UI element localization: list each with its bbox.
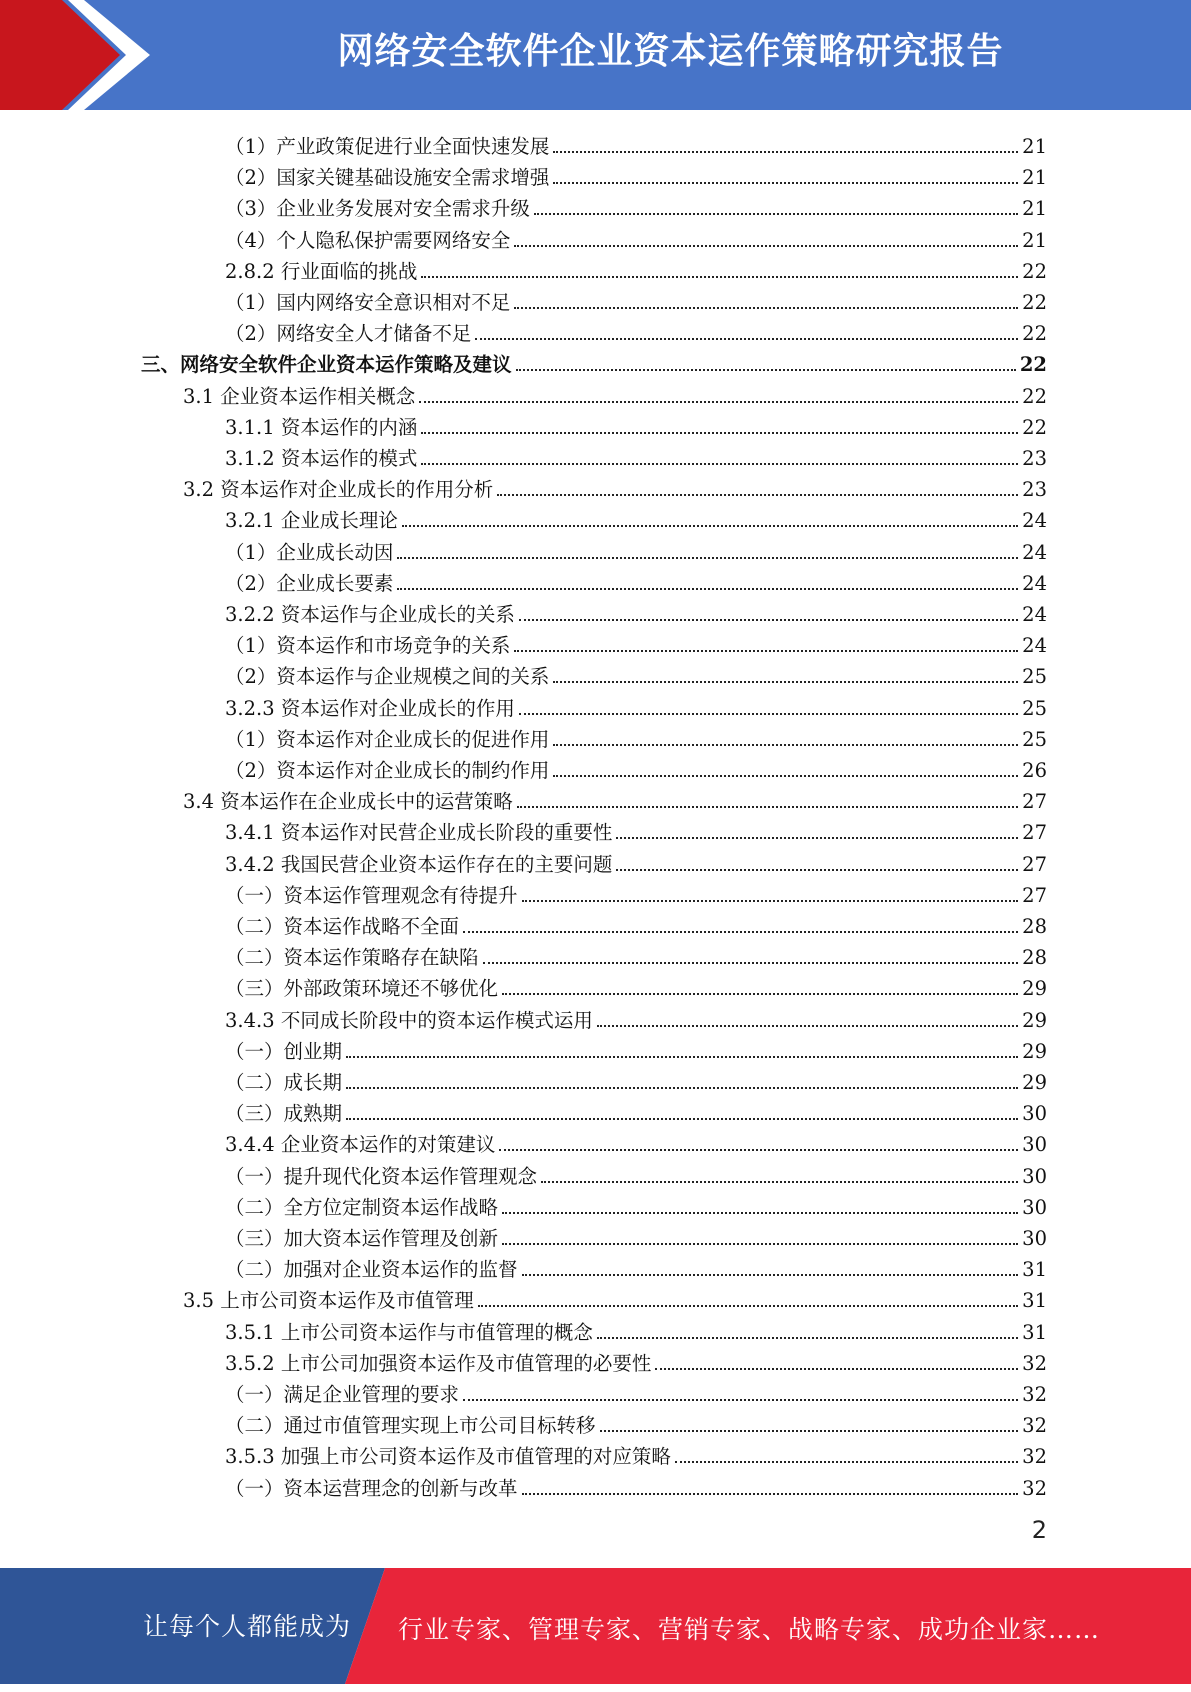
toc-dot-leader bbox=[600, 1430, 1019, 1432]
toc-entry-page: 28 bbox=[1022, 915, 1047, 938]
toc-entry-title: 三、网络安全软件企业资本运作策略及建议 bbox=[141, 353, 512, 377]
toc-dot-leader bbox=[499, 1149, 1018, 1151]
toc-entry-title: （3）企业业务发展对安全需求升级 bbox=[225, 197, 530, 221]
toc-entry-page: 23 bbox=[1022, 447, 1047, 470]
toc-entry-page: 22 bbox=[1022, 384, 1047, 408]
toc-entry[interactable] bbox=[183, 471, 1047, 502]
page-footer bbox=[0, 1568, 1191, 1684]
toc-dot-leader bbox=[346, 1118, 1018, 1120]
toc-entry[interactable] bbox=[225, 752, 1047, 783]
toc-dot-leader bbox=[519, 619, 1018, 621]
toc-entry-page: 30 bbox=[1022, 1102, 1047, 1126]
toc-entry-page: 22 bbox=[1022, 259, 1047, 283]
toc-entry[interactable] bbox=[183, 378, 1047, 409]
toc-entry-page: 22 bbox=[1022, 291, 1047, 314]
toc-dot-leader bbox=[402, 525, 1018, 527]
toc-entry-page: 31 bbox=[1022, 1289, 1047, 1313]
toc-entry[interactable] bbox=[225, 284, 1047, 315]
header-title: 网络安全软件企业资本运作策略研究报告 bbox=[337, 31, 1004, 72]
toc-dot-leader bbox=[522, 900, 1019, 902]
toc-entry-title: 3.4.3 不同成长阶段中的资本运作模式运用 bbox=[225, 1008, 593, 1032]
toc-entry[interactable] bbox=[225, 908, 1047, 939]
toc-entry-title: （二）资本运作策略存在缺陷 bbox=[225, 946, 479, 970]
toc-entry-title: 3.2.1 企业成长理论 bbox=[225, 509, 398, 533]
toc-entry-page: 27 bbox=[1022, 821, 1047, 845]
toc-entry-title: 3.5.1 上市公司资本运作与市值管理的概念 bbox=[225, 1320, 593, 1344]
toc-entry-title: 3.4.1 资本运作对民营企业成长阶段的重要性 bbox=[225, 821, 613, 845]
toc-entry-title: 3.1.2 资本运作的模式 bbox=[225, 447, 418, 470]
toc-dot-leader bbox=[553, 775, 1018, 777]
toc-entry-title: 2.8.2 行业面临的挑战 bbox=[225, 259, 418, 283]
toc-dot-leader bbox=[553, 182, 1018, 184]
toc-entry-title: （1）资本运作对企业成长的促进作用 bbox=[225, 727, 550, 751]
toc-entry-page: 29 bbox=[1022, 977, 1047, 1001]
toc-dot-leader bbox=[522, 1274, 1019, 1276]
toc-entry[interactable] bbox=[183, 1282, 1047, 1313]
toc-entry-page: 21 bbox=[1022, 228, 1047, 252]
toc-entry-page: 27 bbox=[1022, 852, 1047, 876]
toc-entry[interactable] bbox=[225, 1033, 1047, 1064]
toc-entry[interactable] bbox=[225, 1376, 1047, 1407]
toc-entry-page: 30 bbox=[1022, 1195, 1047, 1219]
toc-dot-leader bbox=[616, 869, 1018, 871]
toc-entry-page: 24 bbox=[1022, 540, 1047, 564]
toc-entry[interactable] bbox=[225, 253, 1047, 284]
toc-entry-page: 30 bbox=[1022, 1227, 1047, 1250]
toc-entry-page: 25 bbox=[1022, 727, 1047, 751]
toc-entry-page: 32 bbox=[1022, 1351, 1047, 1375]
toc-entry-page: 26 bbox=[1022, 759, 1047, 782]
toc-entry-title: （三）加大资本运作管理及创新 bbox=[225, 1227, 499, 1250]
toc-entry-title: 3.1.1 资本运作的内涵 bbox=[225, 415, 418, 439]
toc-dot-leader bbox=[597, 1025, 1018, 1027]
toc-entry-title: （一）创业期 bbox=[225, 1039, 343, 1063]
toc-dot-leader bbox=[655, 1368, 1018, 1370]
toc-entry[interactable] bbox=[225, 814, 1047, 845]
page-number: 2 bbox=[1031, 1516, 1047, 1544]
toc-entry-page: 24 bbox=[1022, 509, 1047, 533]
toc-dot-leader bbox=[397, 588, 1018, 590]
toc-entry-title: 3.5.3 加强上市公司资本运作及市值管理的对应策略 bbox=[225, 1445, 671, 1469]
toc-entry-title: 3.4.4 企业资本运作的对策建议 bbox=[225, 1133, 496, 1157]
toc-entry-page: 29 bbox=[1022, 1071, 1047, 1094]
toc-entry-title: （2）资本运作对企业成长的制约作用 bbox=[225, 759, 550, 782]
toc-dot-leader bbox=[553, 681, 1018, 683]
toc-entry-title: （4）个人隐私保护需要网络安全 bbox=[225, 228, 511, 252]
toc-dot-leader bbox=[502, 1243, 1018, 1245]
toc-entry-title: （2）资本运作与企业规模之间的关系 bbox=[225, 665, 550, 689]
footer-slogan-left: 让每个人都能成为 bbox=[143, 1612, 352, 1641]
toc-entry[interactable] bbox=[225, 690, 1047, 721]
toc-entry-title: 3.1 企业资本运作相关概念 bbox=[183, 384, 416, 408]
toc-entry[interactable] bbox=[141, 346, 1047, 377]
toc-entry[interactable] bbox=[225, 128, 1047, 159]
toc-entry-page: 32 bbox=[1022, 1383, 1047, 1406]
toc-entry-title: 3.4.2 我国民营企业资本运作存在的主要问题 bbox=[225, 852, 613, 876]
toc-entry-title: （一）资本运营理念的创新与改革 bbox=[225, 1476, 518, 1500]
toc-entry-page: 32 bbox=[1022, 1414, 1047, 1438]
toc-entry[interactable] bbox=[225, 596, 1047, 627]
toc-entry-page: 24 bbox=[1022, 603, 1047, 626]
toc-dot-leader bbox=[516, 369, 1016, 371]
toc-entry-title: 3.5 上市公司资本运作及市值管理 bbox=[183, 1289, 474, 1313]
header-arrow-icon bbox=[0, 0, 160, 110]
toc-entry-page: 22 bbox=[1019, 353, 1047, 377]
toc-entry-title: （二）全方位定制资本运作战略 bbox=[225, 1195, 499, 1219]
toc-entry[interactable] bbox=[225, 846, 1047, 877]
toc-entry-title: （1）国内网络安全意识相对不足 bbox=[225, 291, 511, 314]
toc-entry-title: 3.4 资本运作在企业成长中的运营策略 bbox=[183, 790, 513, 814]
toc-entry-title: （三）外部政策环境还不够优化 bbox=[225, 977, 499, 1001]
toc-dot-leader bbox=[675, 1461, 1018, 1463]
toc-entry[interactable] bbox=[225, 534, 1047, 565]
toc-entry-title: （二）通过市值管理实现上市公司目标转移 bbox=[225, 1414, 596, 1438]
toc-dot-leader bbox=[553, 151, 1018, 153]
toc-dot-leader bbox=[478, 1305, 1018, 1307]
toc-entry[interactable] bbox=[225, 159, 1047, 190]
toc-entry-page: 25 bbox=[1022, 696, 1047, 720]
toc-entry-title: 3.2 资本运作对企业成长的作用分析 bbox=[183, 478, 494, 502]
toc-entry[interactable] bbox=[225, 315, 1047, 346]
toc-entry-page: 32 bbox=[1022, 1476, 1047, 1500]
toc-entry-title: （一）满足企业管理的要求 bbox=[225, 1383, 460, 1406]
toc-dot-leader bbox=[502, 1212, 1018, 1214]
toc-entry[interactable] bbox=[225, 939, 1047, 970]
page-header bbox=[0, 0, 1191, 110]
toc-entry-title: 3.5.2 上市公司加强资本运作及市值管理的必要性 bbox=[225, 1351, 652, 1375]
toc-dot-leader bbox=[597, 1337, 1018, 1339]
toc-entry[interactable] bbox=[225, 409, 1047, 440]
toc-dot-leader bbox=[397, 557, 1018, 559]
toc-dot-leader bbox=[421, 276, 1018, 278]
toc-entry[interactable] bbox=[225, 565, 1047, 596]
toc-entry[interactable] bbox=[225, 1345, 1047, 1376]
toc-entry-title: （2）国家关键基础设施安全需求增强 bbox=[225, 166, 550, 190]
toc-entry-page: 22 bbox=[1022, 322, 1047, 346]
toc-entry-page: 31 bbox=[1022, 1258, 1047, 1282]
toc-entry-page: 21 bbox=[1022, 197, 1047, 221]
toc-entry-title: （1）资本运作和市场竞争的关系 bbox=[225, 634, 511, 658]
toc-entry-page: 30 bbox=[1022, 1164, 1047, 1188]
toc-entry[interactable] bbox=[225, 1438, 1047, 1469]
toc-entry[interactable] bbox=[225, 721, 1047, 752]
toc-dot-leader bbox=[346, 1087, 1018, 1089]
toc-entry-title: （一）资本运作管理观念有待提升 bbox=[225, 883, 518, 907]
toc-entry[interactable] bbox=[225, 1064, 1047, 1095]
toc-entry-title: （三）成熟期 bbox=[225, 1102, 343, 1126]
toc-dot-leader bbox=[346, 1056, 1018, 1058]
toc-entry-title: （二）成长期 bbox=[225, 1071, 343, 1094]
toc-entry-page: 31 bbox=[1022, 1320, 1047, 1344]
toc-entry-page: 25 bbox=[1022, 665, 1047, 689]
toc-entry[interactable] bbox=[225, 222, 1047, 253]
toc-entry[interactable] bbox=[225, 1158, 1047, 1189]
toc-dot-leader bbox=[497, 494, 1018, 496]
toc-entry[interactable] bbox=[225, 877, 1047, 908]
footer-slogan-right: 行业专家、管理专家、营销专家、战略专家、成功企业家…… bbox=[398, 1615, 1101, 1644]
toc-dot-leader bbox=[553, 744, 1018, 746]
toc-entry-page: 29 bbox=[1022, 1039, 1047, 1063]
toc-dot-leader bbox=[463, 1399, 1018, 1401]
toc-entry-title: （一）提升现代化资本运作管理观念 bbox=[225, 1164, 538, 1188]
toc-dot-leader bbox=[514, 650, 1018, 652]
toc-entry[interactable] bbox=[225, 1189, 1047, 1220]
toc-entry-page: 27 bbox=[1022, 883, 1047, 907]
toc-entry[interactable] bbox=[225, 1002, 1047, 1033]
toc-entry-title: （二）资本运作战略不全面 bbox=[225, 915, 460, 938]
toc-entry[interactable] bbox=[225, 190, 1047, 221]
toc-entry[interactable] bbox=[225, 502, 1047, 533]
toc-dot-leader bbox=[514, 307, 1018, 309]
toc-entry-title: 3.2.2 资本运作与企业成长的关系 bbox=[225, 603, 515, 626]
toc-entry-page: 21 bbox=[1022, 135, 1047, 158]
toc-entry[interactable] bbox=[183, 783, 1047, 814]
toc-entry[interactable] bbox=[225, 1220, 1047, 1251]
toc-dot-leader bbox=[522, 1493, 1019, 1495]
toc-dot-leader bbox=[534, 213, 1018, 215]
toc-dot-leader bbox=[483, 962, 1019, 964]
toc-dot-leader bbox=[463, 931, 1018, 933]
toc-dot-leader bbox=[541, 1181, 1018, 1183]
toc-entry-page: 23 bbox=[1022, 478, 1047, 502]
toc-entry-page: 21 bbox=[1022, 166, 1047, 190]
toc-dot-leader bbox=[419, 401, 1018, 403]
toc-entry-title: （1）产业政策促进行业全面快速发展 bbox=[225, 135, 550, 158]
toc-entry-title: （二）加强对企业资本运作的监督 bbox=[225, 1258, 518, 1282]
toc-dot-leader bbox=[519, 713, 1018, 715]
toc-entry-page: 24 bbox=[1022, 571, 1047, 595]
toc-dot-leader bbox=[616, 837, 1018, 839]
toc-entry-title: （1）企业成长动因 bbox=[225, 540, 394, 564]
toc-dot-leader bbox=[475, 338, 1018, 340]
toc-entry[interactable] bbox=[225, 658, 1047, 689]
toc-entry-page: 27 bbox=[1022, 790, 1047, 814]
toc-dot-leader bbox=[421, 432, 1018, 434]
toc-entry-page: 28 bbox=[1022, 946, 1047, 970]
toc-entry[interactable] bbox=[225, 1251, 1047, 1282]
toc-entry[interactable] bbox=[225, 1470, 1047, 1501]
toc-entry-title: （2）企业成长要素 bbox=[225, 571, 394, 595]
toc-entry[interactable] bbox=[225, 1095, 1047, 1126]
toc-dot-leader bbox=[421, 463, 1018, 465]
toc-entry[interactable] bbox=[225, 1314, 1047, 1345]
toc-entry[interactable] bbox=[225, 627, 1047, 658]
toc-dot-leader bbox=[502, 993, 1018, 995]
toc-dot-leader bbox=[514, 245, 1018, 247]
toc-entry-page: 24 bbox=[1022, 634, 1047, 658]
toc-entry-page: 22 bbox=[1022, 415, 1047, 439]
toc-entry[interactable] bbox=[225, 1407, 1047, 1438]
toc-entry-title: 3.2.3 资本运作对企业成长的作用 bbox=[225, 696, 515, 720]
toc-entry-title: （2）网络安全人才储备不足 bbox=[225, 322, 472, 346]
toc-entry[interactable] bbox=[225, 970, 1047, 1001]
toc-entry[interactable] bbox=[225, 1126, 1047, 1157]
toc-entry-page: 32 bbox=[1022, 1445, 1047, 1469]
toc-entry-page: 29 bbox=[1022, 1008, 1047, 1032]
toc-entry[interactable] bbox=[225, 440, 1047, 471]
toc-dot-leader bbox=[517, 806, 1018, 808]
toc-entry-page: 30 bbox=[1022, 1133, 1047, 1157]
